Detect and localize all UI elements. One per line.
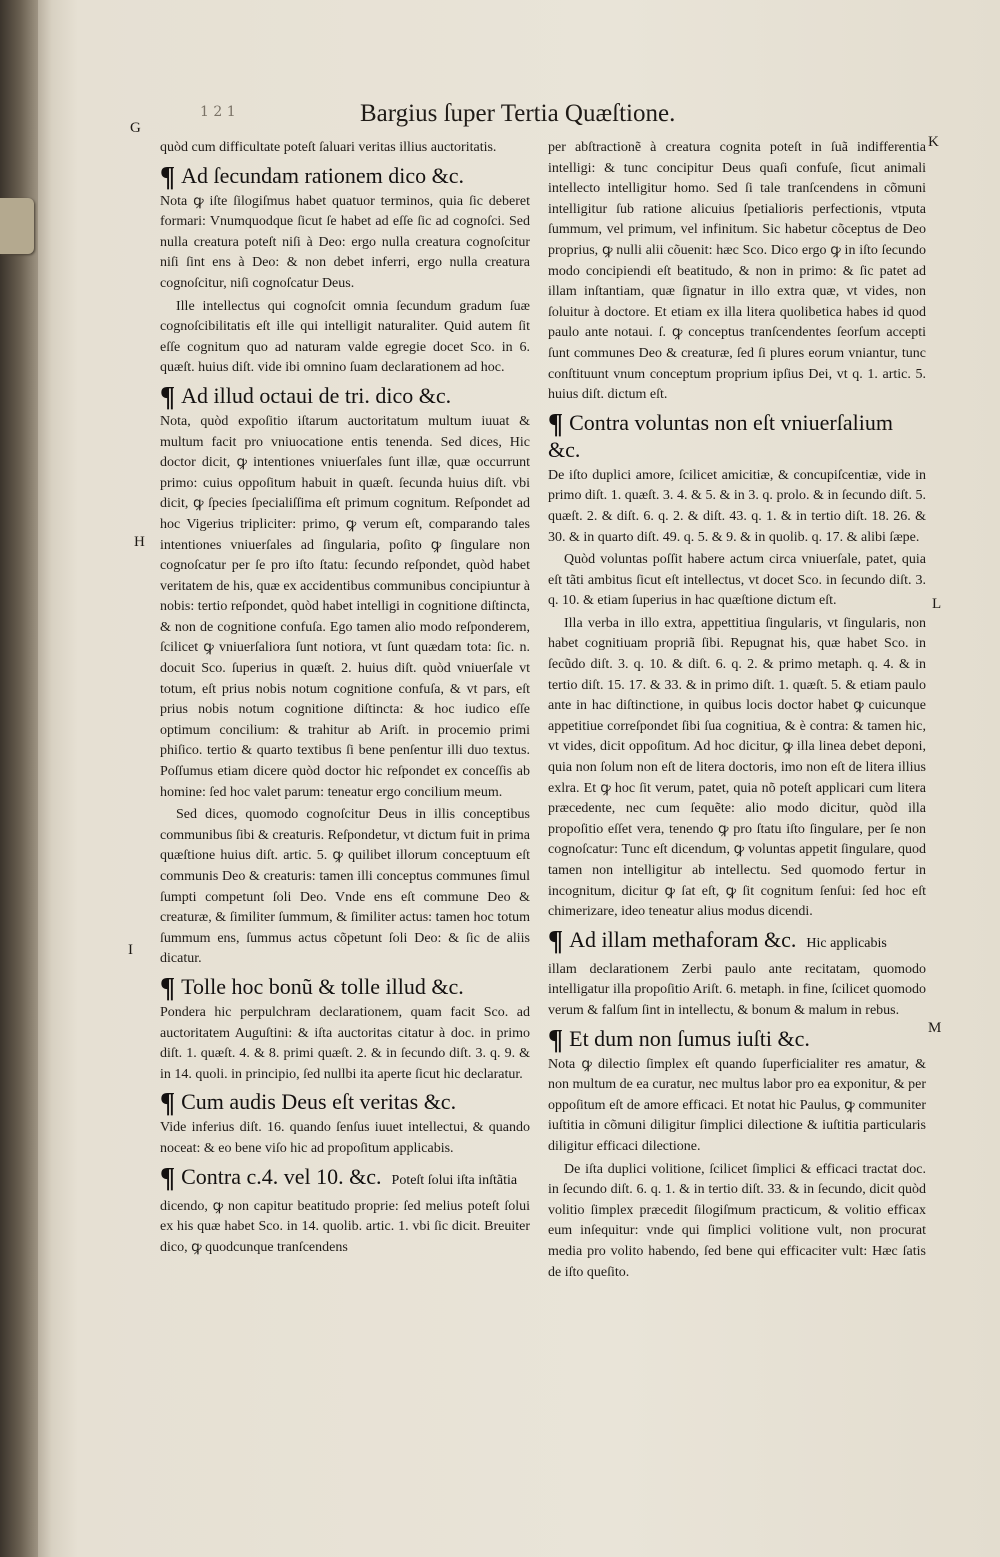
body-paragraph: Nota ꝙ dilectio ſimplex eſt quando ſuperficialiter res amatur, & non multum de ea curatur, nec multus labor pro ea exponitur, & per oppoſitum eſt de amore efficaci. Et notat hic Paulus, ꝙ communiter iuſtitia in cõmuni diligitur ſimplici dilectione & iuſtitia particularis diligitur efficaci dilectione. <box>548 1056 926 1154</box>
body-paragraph: Vide inferius diſt. 16. quando ſenſus iuuet intellectui, & quando noceat: & eo bene viſo hic ad propoſitum applicabis. <box>160 1120 530 1156</box>
paragraph-mark-icon: ¶ <box>160 1088 176 1120</box>
body-paragraph: quòd cum difficultate poteſt ſaluari veritas illius auctoritatis. <box>160 140 497 155</box>
margin-letter-m: M <box>928 1020 942 1036</box>
margin-letter-l: L <box>932 596 942 612</box>
heading-text: Ad illam methaforam &c. <box>569 926 797 952</box>
left-text-column <box>160 138 530 1260</box>
section-heading <box>160 1088 530 1120</box>
section-heading <box>548 926 926 957</box>
paragraph-mark-icon: ¶ <box>160 1162 176 1194</box>
paragraph-mark-icon: ¶ <box>160 161 176 193</box>
paragraph-mark-icon: ¶ <box>548 925 564 957</box>
body-paragraph: Nota, quòd expoſitio iſtarum auctoritatum multum iuuat & multum facit pro vniuocatione entis tenenda. Sed dices, Hic doctor dicit, ꝙ intentiones vniuerſales ſunt illæ, quæ occurrunt primo: cuius oppoſitum habuit in quæſt. ſecunda huius diſt. vbi dicit, ꝙ ſpecies ſpecialiſſima eſt primum cognitum. Reſpondet ad hoc Vigerius tripliciter: primo, ꝙ verum eſt, comparando tales intentiones vniuerſales ad ſingularia, poſito ꝙ ſingulare non cognoſcatur per ſe pro iſto ſtatu: ſecundo reſpondet, quòd habet veritatem de his, quæ ex accidentibus communibus concipiuntur à nobis: tertio reſpondet, quòd habet intelligi in cognitione diſtincta, & non de cognitione confuſa. Ego tamen alio modo reſponderem, ſcilicet ꝙ vniuerſaliora ſunt notiora, vt ſunt quædam tota: ſic. n. docuit Sco. ſuperius in quæſt. 2. huius diſt. quòd vniuerſale vt totum, eſt prius nobis notum cognitione confuſa, & vt pars, eſt prius nobis notum cognitione diſtincta: & hoc iudico eſſe optimum concilium: & trahitur ab Ariſt. in procemio primi phiſico. tertio & quarto textibus ſi bene penſentur illi duo textus. Poſſumus etiam dicere quòd doctor hic reſpondet ex conceſſis ab homine: ſed hoc valet parum: teneatur ergo concilium meum. <box>160 413 530 800</box>
body-paragraph: illam declarationem Zerbi paulo ante recitatam, quomodo intelligatur illa propoſitio Ariſt. 6. metaph. in fine, ſcilicet quomodo verum & falſum ſint in intellectu, & bonum & malum in rebus. <box>548 961 926 1018</box>
heading-text: Et dum non ſumus iuſti &c. <box>569 1025 810 1051</box>
heading-text: Cum audis Deus eſt veritas &c. <box>181 1089 457 1115</box>
paragraph-mark-icon: ¶ <box>548 1024 564 1056</box>
heading-text: Tolle hoc bonũ & tolle illud &c. <box>181 973 464 999</box>
body-paragraph: Nota ꝙ iſte ſilogiſmus habet quatuor terminos, quia ſic deberet formari: Vnumquodque ſicut ſe habet ad eſſe ſic ad cognoſci. Sed nulla creatura poteſt niſi à Deo: ergo nulla creatura cognoſcitur niſi ſint ens à Deo: & non debet inferri, ergo nulla creatura cognoſcitur, niſi cognoſcatur Deus. <box>160 193 530 291</box>
body-paragraph: Pondera hic perpulchram declarationem, quam facit Sco. ad auctoritatem Auguſtini: & iſta auctoritas citatur à doc. in primo diſt. 1. quæſt. 4. & 8. primi quæſt. 2. & in ſecundo diſt. 3. q. 9. & in 14. quoli. in principio, ſed nullbi ita aperte ſicut hic declaratur. <box>160 1004 530 1082</box>
paragraph-mark-icon: ¶ <box>160 381 176 413</box>
margin-letter-h: H <box>134 534 145 550</box>
paragraph-mark-icon: ¶ <box>548 408 564 440</box>
body-paragraph: De iſta duplici volitione, ſcilicet ſimplici & efficaci tractat doc. in ſecundo diſt. 6. q. 1. & in tertio diſt. 33. & in ſecundo, dicit quòd volitio ſimplex præcedit ſilogiſmum practicum, & volitio efficax eum inſequitur: vnde qui ſimplici volitione vult, non procurat media pro volito habendo, ſed bene qui efficaciter vult: Hæc ſatis de iſto queſito. <box>548 1161 926 1280</box>
heading-text: Ad ſecundam rationem dico &c. <box>181 162 464 188</box>
page-tab-marker <box>0 198 34 254</box>
section-heading <box>160 161 530 193</box>
heading-run-in-text: Hic applicabis <box>806 935 887 951</box>
margin-letter-i: I <box>128 942 133 958</box>
body-paragraph: De iſto duplici amore, ſcilicet amicitiæ, & concupiſcentiæ, vide in primo diſt. 1. quæſt. 3. 4. & 5. & in 3. q. prolo. & in ſecundo diſt. 5. quæſt. 2. & diſt. 6. q. 2. & diſt. 43. q. 1. & in tertio diſt. 18. 26. & 30. & in quarto diſt. 49. q. 5. & 9. & in quolib. q. 17. & alibi ſæpe. <box>548 467 926 545</box>
right-text-column <box>548 138 926 1285</box>
section-heading <box>160 381 530 413</box>
margin-letter-g: G <box>130 120 141 136</box>
margin-letter-k: K <box>928 134 939 150</box>
heading-text: Ad illud octaui de tri. dico &c. <box>181 382 452 408</box>
running-head: Bargius ſuper Tertia Quæſtione. <box>360 100 676 127</box>
folio-number: 1 2 1 <box>200 104 236 120</box>
body-paragraph: Ille intellectus qui cognoſcit omnia ſecundum gradum ſuæ cognoſcibilitatis eſt ille qui intelligit naturaliter. Quid autem ſit eſſe cognitum quo ad naturam valde egregie docet Sco. in 6. quæſt. huius diſt. vide ibi omnino ſuam declarationem ad hoc. <box>160 298 530 376</box>
body-paragraph: Illa verba in illo extra, appettitiua ſingularis, vt ſingularis, non habet cognitiuam propriã ſibi. Repugnat his, quæ habet Sco. in ſecũdo diſt. 3. q. 10. & diſt. 6. q. 2. & primo metaph. q. 4. & in tertio diſt. 15. 17. & 33. & in primo diſt. 1. quæſt. 5. & etiam paulo ante in hac diſtinctione, in quibus locis doctor habet ꝙ cuicunque appetitiue correſpondet ſibi ſua cognitiua, & è contra: & tamen hic, vt vides, dicit oppoſitum. Ad hoc dicitur, ꝙ illa linea debet deponi, quia non ſolum non eſt de litera doctoris, imo non eſt de litera illius exlra. Et ꝙ hoc ſit verum, patet, quia nõ poteſt applicari cum litera præcedente, nec cum ſequẽte: alio modo dicitur, quòd illa propoſitio eſſet vera, tenendo ꝙ pro ſtatu iſto ſingulare, per ſe non cognoſcatur: Tunc eſt dicendum, ꝙ voluntas appetit ſingulare, quod tamen non intelligitur ab intellectu. Sed quomodo fertur in incognitum, dicitur ꝙ ſat eſt, ꝙ ſit cognitum ſenſui: ſed hoc eſt chimerizare, ideo teneatur alius modus dicendi. <box>548 615 926 920</box>
section-heading <box>160 972 530 1004</box>
section-heading <box>548 409 926 463</box>
section-heading <box>548 1024 926 1056</box>
body-paragraph: dicendo, ꝙ non capitur beatitudo proprie: ſed melius poteſt ſolui ex his quæ habet Sco. in 14. quolib. artic. 1. vbi ſic dicit. Breuiter dico, ꝙ quodcunque tranſcendens <box>160 1198 530 1255</box>
body-paragraph: Quòd voluntas poſſit habere actum circa vniuerſale, patet, quia eſt tãti ambitus ſicut eſt intellectus, vt docet Sco. in ſecundo diſt. 3. q. 10. & etiam ſuperius in hac quæſtione dictum eſt. <box>548 552 926 609</box>
body-paragraph: per abſtractionẽ à creatura cognita poteſt in ſuã indifferentia intelligi: & tunc concipitur Deus quaſi confuſe, ſicut animali intellecto intelligitur homo. Sed ſi tale tranſcendens in cõmuni intelligitur ſub ratione alicuius ſpetialioris perfectionis, vtputa ſummum, vel primum, vel infinitum. Sic habetur cõceptus de Deo proprius, ꝙ nulli alii cõuenit: hæc Sco. Dico ergo ꝙ in iſto ſecundo modo concipiendi eſt beatitudo, & non in primo: & ſic patet ad illam inſtantiam, quæ ſignatur in illo extra quæ, vt vides, non ſoluitur à doctore. Et etiam ex illa litera quolibetica habes id quod paulo ante notaui. ſ. ꝙ conceptus tranſcendentes ſeorſum accepti ſunt communes Deo & creaturæ, ſed ſi plures eorum vniantur, tunc conſtituunt vnum conceptum proprium ipſius Dei, vt q. 1. artic. 5. huius diſt. dictum eſt. <box>548 140 926 403</box>
body-paragraph: Sed dices, quomodo cognoſcitur Deus in illis conceptibus communibus ſibi & creaturis. Reſpondetur, vt dictum fuit in prima quæſtione huius diſt. artic. 5. ꝙ quilibet illorum conceptuum eſt communis Deo & creaturis: tamen illi conceptus communes ſimul ſumpti competunt ſoli Deo. Vnde ens eſt commune Deo & creaturæ, & ſimiliter ſummum, & ſimiliter actus: tamen hoc totum ſummum ens, ſummus actus cõpetunt ſoli Deo: & ſic de aliis dicatur. <box>160 807 530 967</box>
heading-text: Contra c.4. vel 10. &c. <box>181 1163 382 1189</box>
section-heading <box>160 1163 530 1194</box>
heading-text: Contra voluntas non eſt vniuerſalium &c. <box>548 409 893 462</box>
heading-run-in-text: Poteſt ſolui iſta inſtãtia <box>391 1172 518 1188</box>
paragraph-mark-icon: ¶ <box>160 972 176 1004</box>
